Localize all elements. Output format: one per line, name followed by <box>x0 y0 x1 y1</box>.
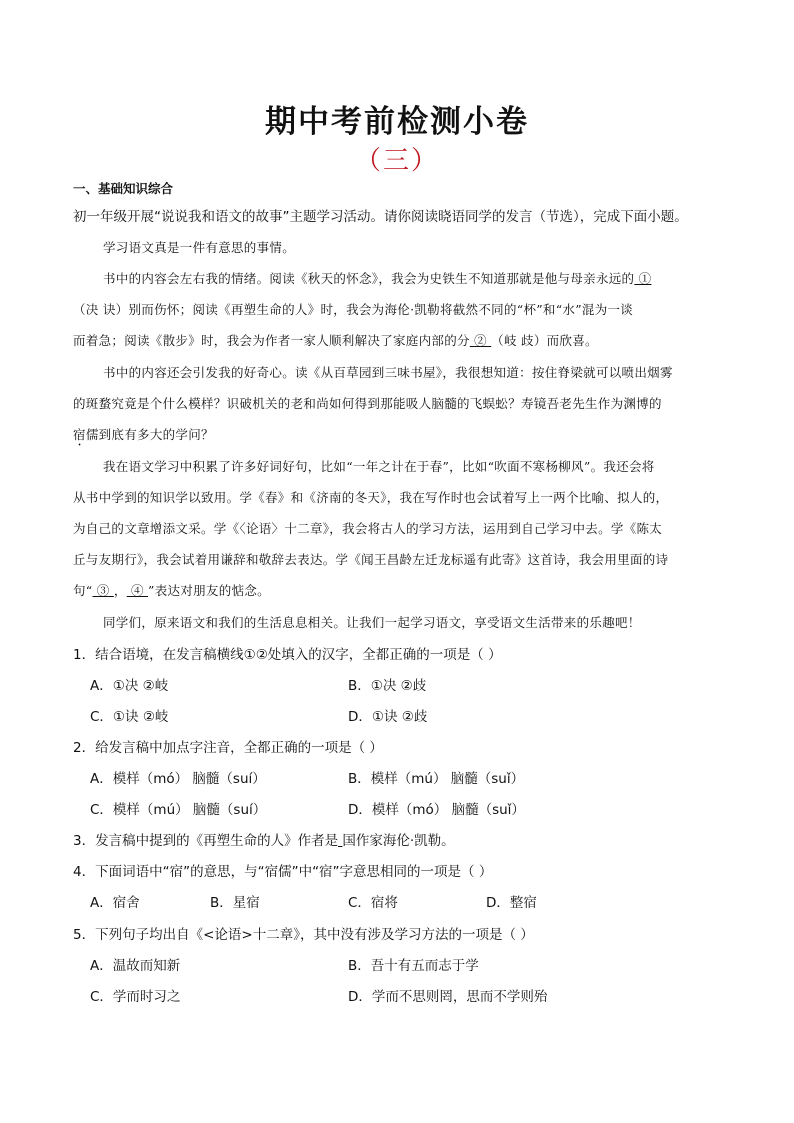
speech-line: （决 诀）别而伤怀；阅读《再塑生命的人》时，我会为海伦·凯勒将截然不同的“杯”和“水”混为一谈 <box>73 302 634 317</box>
section-heading: 一、基础知识综合 <box>73 181 174 196</box>
speech-text: 句“ <box>73 583 93 598</box>
question-5-option-c[interactable]: C．学而时习之 <box>90 989 181 1005</box>
question-1-option-d[interactable]: D．①诀 ②歧 <box>348 709 428 725</box>
question-5-option-a[interactable]: A．温故而知新 <box>90 958 181 974</box>
speech-line <box>73 332 598 350</box>
blank-2: ② <box>469 333 492 348</box>
question-5-option-b[interactable]: B．吾十有五而志于学 <box>348 958 479 974</box>
question-2-option-c[interactable]: C．模样（mú） 脑髓（suí） <box>90 802 267 818</box>
question-2-option-d[interactable]: D．模样（mó） 脑髓（suǐ） <box>348 802 525 818</box>
question-3-text: 3．发言稿中提到的《再塑生命的人》作者是 <box>73 833 339 849</box>
page-subtitle: （三） <box>354 146 439 176</box>
question-4-option-d[interactable]: D．整宿 <box>486 895 537 911</box>
question-5-option-d[interactable]: D．学而不思则罔，思而不学则殆 <box>348 989 548 1005</box>
speech-paragraph-1: 学习语文真是一件有意思的事情。 <box>103 240 296 255</box>
question-2-option-b[interactable]: B．模样（mú） 脑髓（suǐ） <box>348 771 525 787</box>
blank-4: ④ <box>126 583 149 598</box>
question-4-option-a[interactable]: A．宿舍 <box>90 895 140 911</box>
speech-line: 丘与友期行》，我会试着用谦辞和敬辞去表达。学《闻王昌龄左迁龙标遥有此寄》这首诗，我会用里面的诗 <box>73 552 669 567</box>
speech-text: ， <box>113 583 127 598</box>
question-4-stem: 4．下面词语中“宿”的意思，与“宿儒”中“宿”字意思相同的一项是（ ） <box>73 864 493 880</box>
speech-line: 从书中学到的知识学以致用。学《春》和《济南的冬天》，我在写作时也会试着写上一两个比喻、拟人的， <box>73 490 669 505</box>
question-4-option-b[interactable]: B．星宿 <box>210 895 260 911</box>
speech-line: 为自己的文章增添文采。学《〈论语〉十二章》，我会将古人的学习方法，运用到自己学习中去。学《陈太 <box>73 521 663 536</box>
speech-line: 书中的内容还会引发我的好奇心。读《从百草园到三味书屋》，我很想知道：按住脊梁就可以喷出烟雾 <box>103 365 673 380</box>
blank-3: ③ <box>92 583 114 598</box>
question-1-option-a[interactable]: A．①决 ②岐 <box>90 678 169 694</box>
speech-line <box>73 426 214 449</box>
speech-line <box>103 270 651 288</box>
question-2-option-a[interactable]: A．模样（mó） 脑髓（suí） <box>90 771 266 787</box>
speech-text: 书中的内容会左右我的情绪。阅读《秋天的怀念》，我会为史铁生不知道那就是他与母亲永远的 <box>103 271 635 286</box>
speech-line: 同学们，原来语文和我们的生活息息相关。让我们一起学习语文，享受语文生活带来的乐趣吧！ <box>103 615 641 630</box>
question-2-stem: 2．给发言稿中加点字注音，全都正确的一项是（ ） <box>73 740 383 756</box>
question-1-option-b[interactable]: B．①决 ②歧 <box>348 678 427 694</box>
speech-text: 儒到底有多大的学问？ <box>85 427 214 442</box>
blank-1: ① <box>634 271 652 286</box>
page-title: 期中考前检测小卷 <box>265 104 529 140</box>
speech-text: （岐 歧）而欣喜。 <box>491 333 598 348</box>
question-4-option-c[interactable]: C．宿将 <box>348 895 398 911</box>
speech-line: 我在语文学习中积累了许多好词好句，比如“一年之计在于春”，比如“吹面不寒杨柳风”。我还会将 <box>103 459 655 474</box>
question-5-stem: 5．下列句子均出自《<论语>十二章》，其中没有涉及学习方法的一项是（ ） <box>73 927 534 943</box>
speech-line <box>73 582 270 600</box>
question-1-option-c[interactable]: C．①诀 ②岐 <box>90 709 169 725</box>
speech-text: ”表达对朋友的惦念。 <box>148 583 270 598</box>
speech-line: 的斑蝥究竟是个什么模样？识破机关的老和尚如何得到那能吸人脑髓的飞蜈蚣？寿镜吾老先生作为渊博的 <box>73 396 662 411</box>
section-intro: 初一年级开展“说说我和语文的故事”主题学习活动。请你阅读晓语同学的发言（节选），完成下面小题。 <box>73 209 688 225</box>
question-1-stem: 1．结合语境，在发言稿横线①②处填入的汉字，全都正确的一项是（ ） <box>73 647 502 663</box>
speech-text: 而着急；阅读《散步》时，我会为作者一家人顺利解决了家庭内部的分 <box>73 333 470 348</box>
question-3-stem <box>73 832 455 850</box>
dotted-character: 宿 <box>73 427 86 442</box>
question-3-text: 国作家海伦·凯勒。 <box>342 833 455 849</box>
